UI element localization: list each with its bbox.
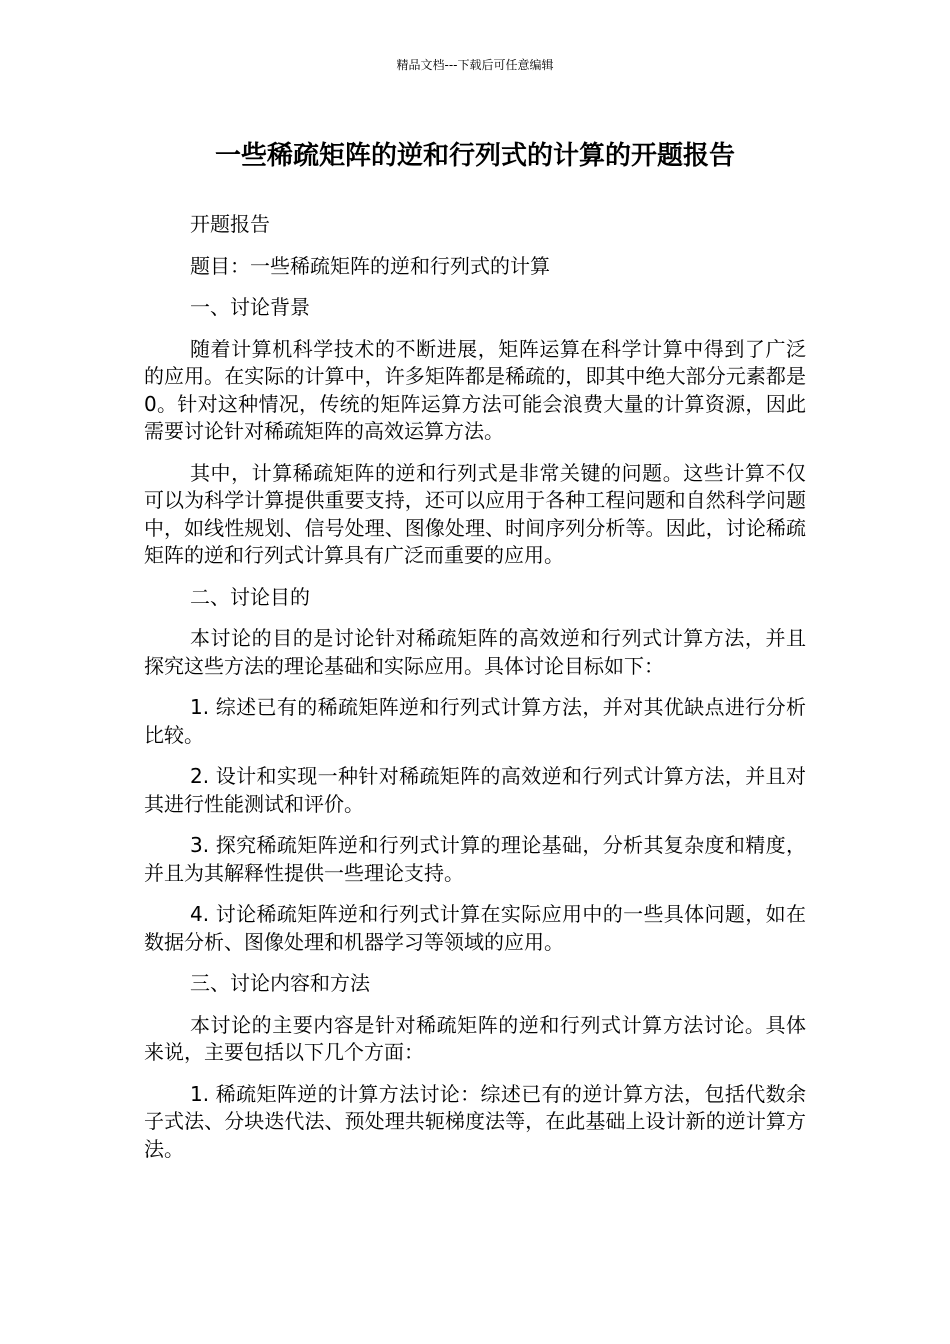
- paragraph-topic: 题目：一些稀疏矩阵的逆和行列式的计算: [190, 253, 550, 278]
- paragraph-background-1: 随着计算机科学技术的不断进展，矩阵运算在科学计算中得到了广泛的应用。在实际的计算中，许多矩阵都是稀疏的，即其中绝大部分元素都是 0。针对这种情况，传统的矩阵运算方法可能会浪费大量的计算资源，因此需要讨论针对稀疏矩阵的高效运算方法。: [144, 336, 806, 443]
- paragraph-purpose: 本讨论的目的是讨论针对稀疏矩阵的高效逆和行列式计算方法，并且探究这些方法的理论基础和实际应用。具体讨论目标如下：: [144, 626, 806, 678]
- heading-background: 一、讨论背景: [190, 295, 310, 319]
- document-title: 一些稀疏矩阵的逆和行列式的计算的开题报告: [214, 141, 735, 171]
- heading-purpose: 二、讨论目的: [190, 584, 310, 609]
- paragraph-report-label: 开题报告: [190, 212, 270, 236]
- list-item-content-1: 1. 稀疏矩阵逆的计算方法讨论：综述已有的逆计算方法，包括代数余子式法、分块迭代法、预处理共轭梯度法等，在此基础上设计新的逆计算方法。: [144, 1081, 806, 1161]
- header-note: 精品文档---下载后可任意编辑: [396, 58, 554, 72]
- document-body: [144, 211, 806, 1177]
- paragraph-background-2: 其中，计算稀疏矩阵的逆和行列式是非常关键的问题。这些计算不仅可以为科学计算提供重要支持，还可以应用于各种工程问题和自然科学问题中，如线性规划、信号处理、图像处理、时间序列分析等。因此，讨论稀疏矩阵的逆和行列式计算具有广泛而重要的应用。: [144, 460, 806, 567]
- paragraph-content-method: 本讨论的主要内容是针对稀疏矩阵的逆和行列式计算方法讨论。具体来说，主要包括以下几个方面：: [144, 1012, 806, 1064]
- list-item-goal-3: 3. 探究稀疏矩阵逆和行列式计算的理论基础，分析其复杂度和精度，并且为其解释性提供一些理论支持。: [144, 833, 806, 885]
- heading-content-method: 三、讨论内容和方法: [190, 971, 370, 995]
- list-item-goal-1: 1. 综述已有的稀疏矩阵逆和行列式计算方法，并对其优缺点进行分析比较。: [144, 695, 806, 747]
- list-item-goal-4: 4. 讨论稀疏矩阵逆和行列式计算在实际应用中的一些具体问题，如在数据分析、图像处理和机器学习等领域的应用。: [144, 902, 806, 954]
- list-item-goal-2: 2. 设计和实现一种针对稀疏矩阵的高效逆和行列式计算方法，并且对其进行性能测试和评价。: [144, 764, 806, 816]
